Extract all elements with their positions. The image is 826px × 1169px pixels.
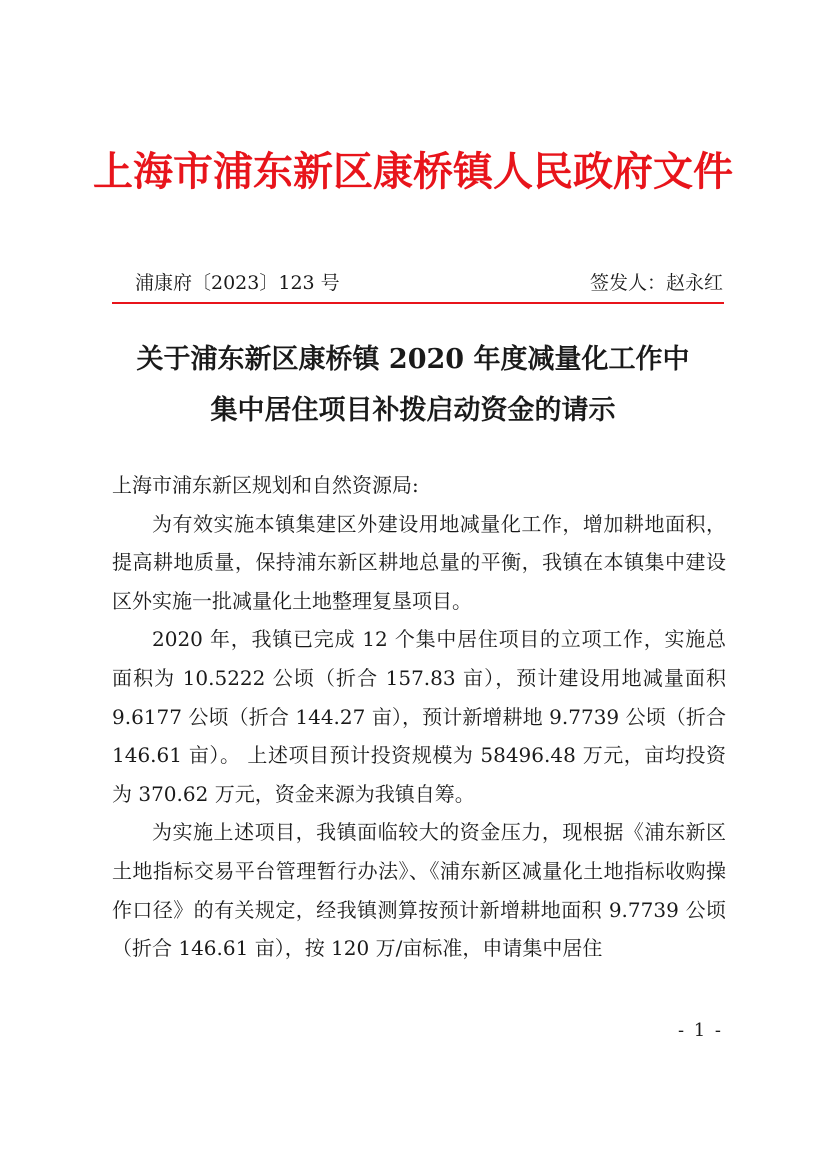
addressee: 上海市浦东新区规划和自然资源局: — [112, 473, 419, 497]
doc-number: 浦康府〔2023〕123 号 — [135, 272, 340, 294]
doc-meta-row — [135, 266, 723, 300]
red-divider-line — [112, 302, 724, 304]
document-title-line-1: 关于浦东新区康桥镇 2020 年度减量化工作中 — [136, 344, 690, 375]
paragraph: 为实施上述项目，我镇面临较大的资金压力，现根据《浦东新区土地指标交易平台管理暂行办法》、《浦东新区减量化土地指标收购操作口径》的有关规定，经我镇测算按预计新增耕地面积 9.7739 公顷（折合 146.61 亩），按 120 万/亩标准，申请集中居住 — [112, 820, 726, 961]
paragraph: 为有效实施本镇集建区外建设用地减量化工作，增加耕地面积，提高耕地质量，保持浦东新区耕地总量的平衡，我镇在本镇集中建设区外实施一批减量化土地整理复垦项目。 — [112, 511, 726, 613]
document-body — [112, 466, 726, 968]
page-number: - 1 - — [677, 1020, 723, 1041]
paragraph: 2020 年，我镇已完成 12 个集中居住项目的立项工作，实施总面积为 10.5222 公顷（折合 157.83 亩），预计建设用地减量面积 9.6177 公顷（折合 144.27 亩），预计新增耕地 9.7739 公顷（折合 146.61 亩）。 上述项目预计投资规模为 58496.48 万元，亩均投资为 370.62 万元，资金来源为我镇自筹。 — [112, 627, 726, 806]
document-title-line-2: 集中居住项目补拨启动资金的请示 — [210, 395, 616, 426]
signer: 签发人：赵永红 — [589, 272, 723, 294]
issuer-header-title: 上海市浦东新区康桥镇人民政府文件 — [93, 148, 733, 195]
document-title — [100, 334, 726, 436]
